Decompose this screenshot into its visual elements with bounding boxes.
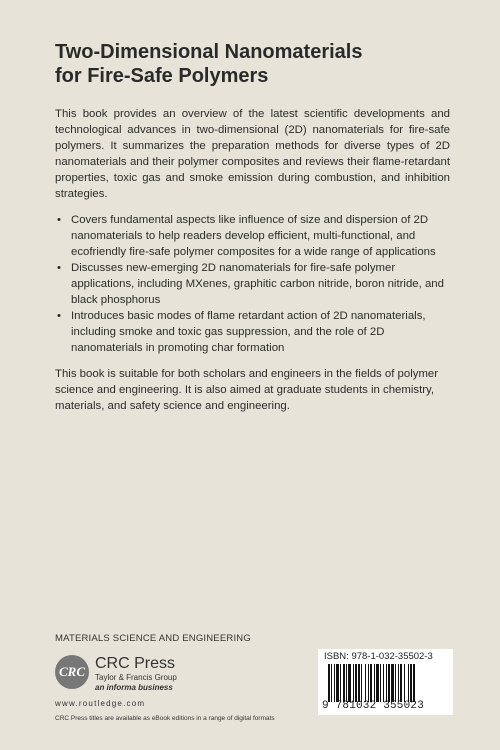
- intro-paragraph: This book provides an overview of the latest scientific developments and technological advances in two-dimensional (2D) nanomaterials for fire-safe polymers. It summarizes the preparation methods for diverse types of 2D nanomaterials and their polymer composites and reviews their flame-retardant properties, toxic gas and smoke emission during combustion, and inhibition strategies.: [55, 108, 450, 200]
- barcode-icon: [328, 664, 443, 702]
- list-item: • Covers fundamental aspects like influence of size and dispersion of 2D nanomaterials to help readers develop efficient, multi-functional, and ecofriendly fire-safe polymer composites for a wide range of applications: [57, 214, 436, 258]
- ebook-note: CRC Press titles are available as eBook editions in a range of digital formats: [55, 715, 275, 722]
- bullet-icon: •: [57, 214, 61, 226]
- list-item: • Discusses new-emerging 2D nanomaterials for fire-safe polymer applications, including MXenes, graphitic carbon nitride, boron nitride, and black phosphorus: [57, 262, 444, 306]
- barcode-digits: 9 781032 355023: [322, 700, 425, 712]
- closing-paragraph: This book is suitable for both scholars and engineers in the fields of polymer science and engineering. It is also aimed at graduate students in chemistry, materials, and safety science and engineering.: [55, 368, 439, 412]
- list-item: • Introduces basic modes of flame retardant action of 2D nanomaterials, including smoke and toxic gas suppression, and the role of 2D nanomaterials in promoting char formation: [57, 310, 426, 354]
- isbn-label: ISBN: 978-1-032-35502-3: [324, 651, 433, 662]
- title-line-1: Two-Dimensional Nanomaterials: [55, 41, 363, 63]
- bullet-icon: •: [57, 310, 61, 322]
- title-line-2: for Fire-Safe Polymers: [55, 65, 269, 87]
- publisher-name: CRC Press: [95, 655, 176, 672]
- barcode-box: [318, 649, 453, 715]
- feature-list: [55, 212, 450, 356]
- publisher-url: www.routledge.com: [55, 699, 146, 708]
- publisher-group: Taylor & Francis Group: [95, 673, 177, 682]
- crc-logo-icon: CRC: [55, 655, 89, 689]
- publisher-logo: [55, 655, 275, 697]
- bullet-icon: •: [57, 262, 61, 274]
- series-label: MATERIALS SCIENCE AND ENGINEERING: [55, 633, 251, 644]
- book-title: [55, 40, 455, 88]
- publisher-business: an informa business: [95, 683, 173, 692]
